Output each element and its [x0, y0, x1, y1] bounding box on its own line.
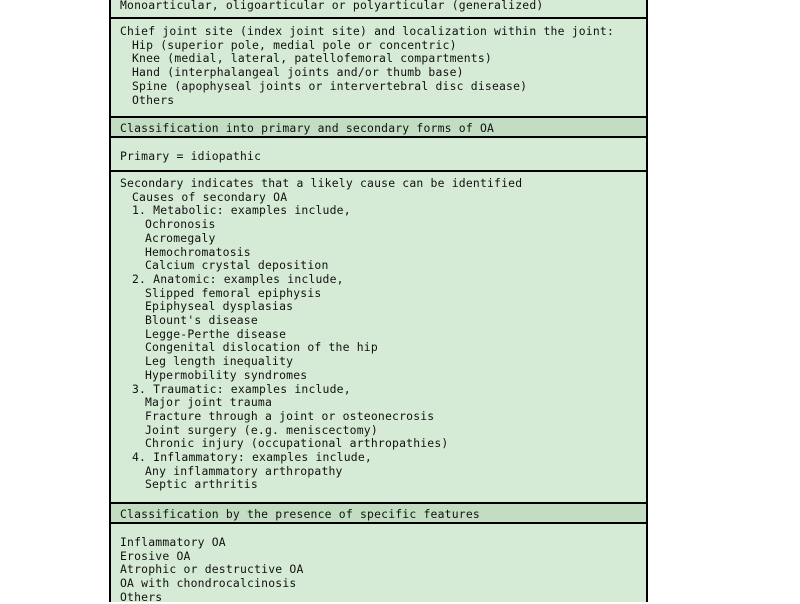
section-title: Classification into primary and secondary forms of OA	[120, 121, 495, 135]
list-item: Hemochromatosis	[145, 244, 251, 259]
list-item: Septic arthritis	[145, 477, 258, 492]
list-item: Atrophic or destructive OA	[120, 562, 304, 577]
list-item: Acromegaly	[145, 230, 216, 245]
list-item: Fracture through a joint or osteonecrosis	[145, 408, 435, 423]
list-item: OA with chondrocalcinosis	[120, 576, 297, 591]
section-title: Classification by the presence of specific features	[120, 507, 480, 521]
table-row-specific-features	[111, 524, 646, 604]
list-item: Leg length inequality	[145, 354, 294, 369]
list-item: Legge-Perthe disease	[145, 326, 287, 341]
row-heading: Chief joint site (index joint site) and localization within the joint:	[120, 24, 615, 38]
list-item: Joint surgery (e.g. meniscectomy)	[145, 422, 378, 437]
list-item: Hypermobility syndromes	[145, 367, 308, 382]
list-item: Any inflammatory arthropathy	[145, 463, 343, 478]
table-row-articular-count	[111, 0, 646, 19]
list-item: Hand (interphalangeal joints and/or thumb base)	[132, 65, 464, 80]
list-item: Knee (medial, lateral, patellofemoral compartments)	[132, 51, 492, 66]
table-row-secondary	[111, 172, 646, 504]
row-text: Primary = idiopathic	[120, 149, 262, 163]
list-item: Others	[132, 92, 175, 107]
list-item: Epiphyseal dysplasias	[145, 299, 294, 314]
section-header-specific-features	[111, 504, 646, 524]
table-row-joint-site	[111, 19, 646, 118]
list-item: Congenital dislocation of the hip	[145, 340, 378, 355]
list-item: Calcium crystal deposition	[145, 258, 329, 273]
list-item: Blount's disease	[145, 313, 258, 328]
row-text: Monoarticular, oligoarticular or polyarticular (generalized)	[120, 0, 544, 12]
cause-group-label: 2. Anatomic: examples include,	[132, 271, 344, 286]
list-item: Others	[120, 589, 163, 604]
list-item: Erosive OA	[120, 548, 191, 563]
cause-group-label: 3. Traumatic: examples include,	[132, 381, 351, 396]
table-row-primary	[111, 138, 646, 172]
list-item: Chronic injury (occupational arthropathies)	[145, 436, 449, 451]
cause-group-label: 4. Inflammatory: examples include,	[132, 450, 372, 465]
list-item: Inflammatory OA	[120, 535, 226, 549]
oa-classification-table	[109, 0, 648, 602]
list-item: Ochronosis	[145, 217, 216, 232]
section-header-primary-secondary	[111, 118, 646, 138]
cause-group-label: 1. Metabolic: examples include,	[132, 203, 351, 218]
row-subheading: Causes of secondary OA	[132, 189, 288, 204]
list-item: Major joint trauma	[145, 395, 273, 410]
list-item: Spine (apophyseal joints or intervertebral disc disease)	[132, 78, 528, 93]
list-item: Hip (superior pole, medial pole or concentric)	[132, 37, 457, 52]
list-item: Slipped femoral epiphysis	[145, 285, 322, 300]
row-heading: Secondary indicates that a likely cause can be identified	[120, 176, 523, 190]
